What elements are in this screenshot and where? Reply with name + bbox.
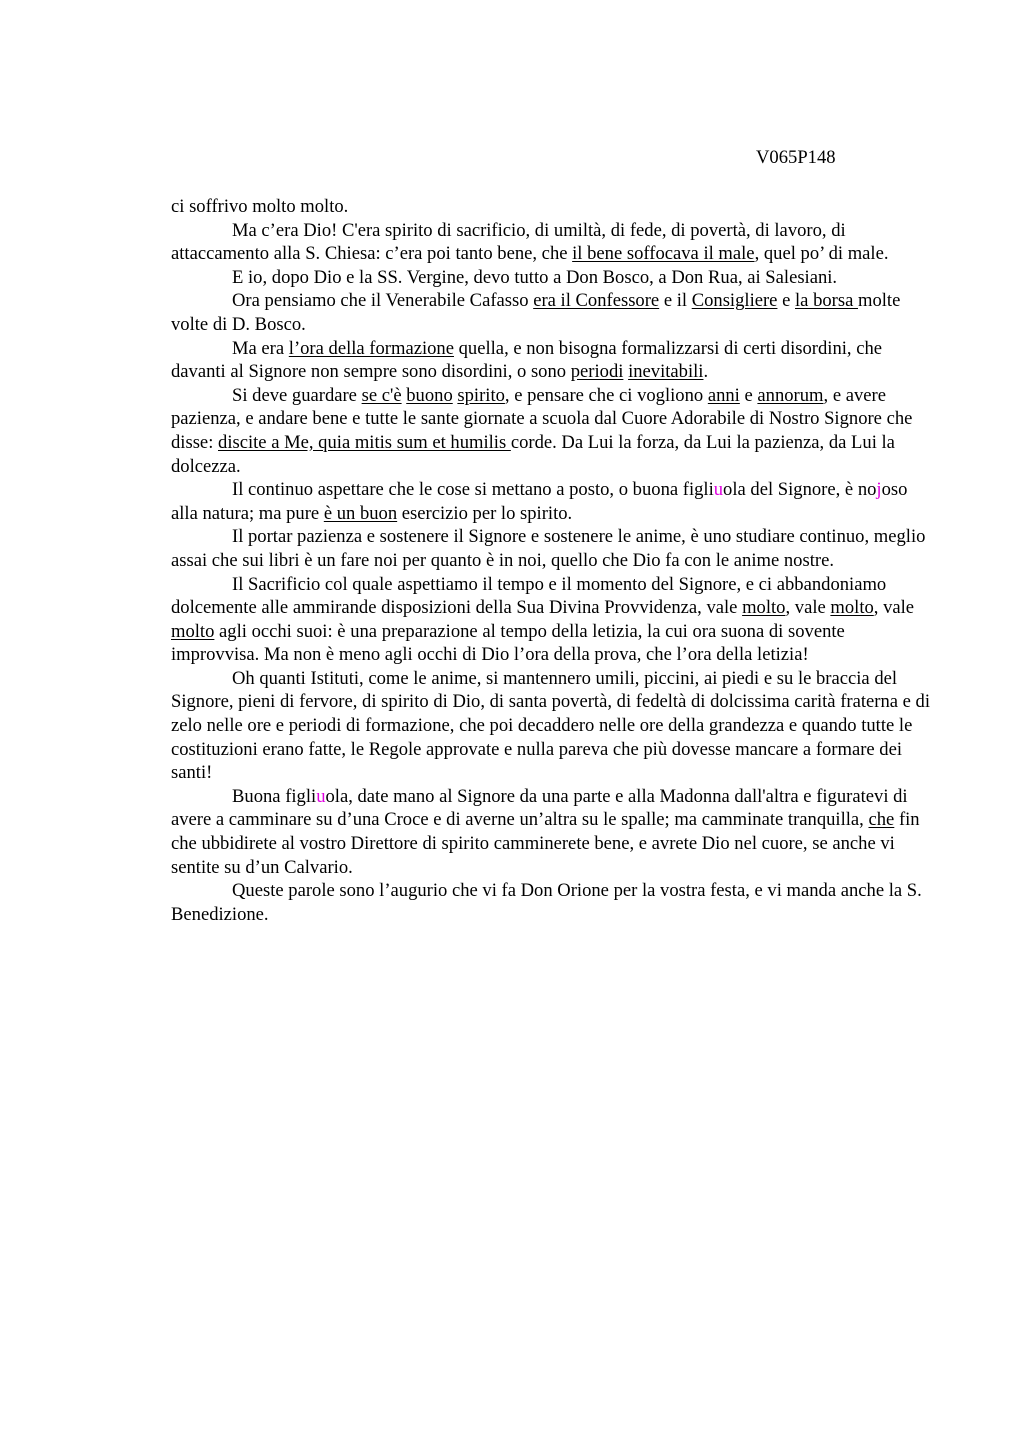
text-run: molte volte di D. Bosco. — [171, 290, 901, 335]
text-run: , e avere pazienza, e andare bene e tutte le sante giornate a scuola dal Cuore Adorabile di Nostro Signore che disse: — [171, 384, 913, 453]
text-run: oso alla natura; ma pure — [171, 479, 908, 524]
text-run: fin che ubbidirete al vostro Direttore di spirito camminerete bene, e avrete Dio nel cuore, se anche vi sentite su d’un Calvario. — [171, 809, 920, 878]
underlined-text: molto — [742, 597, 786, 619]
text-run: ola del Signore, è no — [723, 479, 877, 501]
paragraph — [171, 667, 931, 785]
text-run: Ma c’era Dio! C'era spirito di sacrificio, di umiltà, di fede, di povertà, di lavoro, di attaccamento alla S. Chiesa: c’era poi tanto bene, che — [171, 219, 846, 265]
text-run: Ma era — [232, 337, 289, 359]
highlighted-letter: u — [316, 785, 326, 807]
text-run: Ora pensiamo che il Venerabile Cafasso — [232, 290, 534, 312]
text-run: esercizio per lo spirito. — [397, 502, 573, 524]
text-run: . — [703, 361, 709, 383]
underlined-text: buono — [406, 384, 453, 406]
text-run: Il portar pazienza e sostenere il Signore e sostenere le anime, è uno studiare continuo, meglio assai che sui libri è un fare noi per quanto è in noi, quello che Dio fa con le anime nostre. — [171, 526, 926, 571]
text-run: e — [777, 290, 795, 312]
text-run: , quel po’ di male. — [754, 243, 889, 265]
underlined-text: che — [868, 809, 895, 831]
paragraph — [171, 525, 931, 572]
text-run: e il — [659, 290, 692, 312]
underlined-text: spirito — [457, 384, 505, 406]
text-run: agli occhi suoi: è una preparazione al tempo della letizia, la cui ora suona di sovente improvvisa. Ma non è meno agli occhi di Dio l’ora della prova, che l’ora della letizia! — [171, 620, 845, 666]
letter-body — [171, 195, 931, 926]
paragraph — [171, 289, 931, 336]
paragraph — [171, 195, 931, 219]
paragraph — [171, 337, 931, 384]
text-run: ci soffrivo molto molto. — [171, 196, 349, 217]
paragraph — [171, 266, 931, 290]
paragraph — [171, 879, 931, 926]
text-run: Buona figli — [232, 785, 317, 807]
text-run: E io, dopo Dio e la SS. Vergine, devo tutto a Don Bosco, a Don Rua, ai Salesiani. — [232, 266, 838, 288]
underlined-text: inevitabili — [628, 361, 704, 383]
text-run: Si deve guardare — [232, 384, 362, 406]
paragraph — [171, 785, 931, 879]
underlined-text: Consigliere — [691, 290, 778, 312]
underlined-text: discite a Me, quia mitis sum et humilis — [218, 431, 511, 453]
text-run: Queste parole sono l’augurio che vi fa Don Orione per la vostra festa, e vi manda anche la S. Benedizione. — [171, 880, 922, 925]
text-run: , vale — [785, 597, 831, 619]
text-run: corde. Da Lui la forza, da Lui la pazienza, da Lui la dolcezza. — [171, 431, 895, 477]
paragraph — [171, 384, 931, 478]
text-run: , e pensare che ci vogliono — [504, 384, 708, 406]
text-run: Oh quanti Istituti, come le anime, si mantennero umili, piccini, ai piedi e su le braccia del Signore, pieni di fervore, di spirito di Dio, di santa povertà, di fedeltà di dolcissima carità fraterna e di zelo nelle ore e periodi di formazione, che poi decaddero nelle ore della grandezza e quando tutte le costituzioni erano fatte, le Regole approvate e nulla pareva che più dovesse mancare a formare dei santi! — [171, 667, 931, 784]
highlighted-letter: j — [876, 479, 882, 501]
text-run: quella, e non bisogna formalizzarsi di certi disordini, che davanti al Signore non sempre sono disordini, o sono — [171, 337, 883, 383]
underlined-text: il bene soffocava il male — [572, 243, 755, 265]
text-run: Il continuo aspettare che le cose si mettano a posto, o buona figli — [232, 479, 714, 501]
underlined-text: la borsa — [795, 290, 858, 312]
underlined-text: l’ora della formazione — [288, 337, 454, 359]
underlined-text: molto — [830, 597, 874, 619]
text-run: ola, date mano al Signore da una parte e alla Madonna dall'altra e figuratevi di avere a camminare su d’una Croce e di averne un’altra su le spalle; ma camminate tranquilla, — [171, 785, 908, 831]
underlined-text: anni — [707, 384, 740, 406]
underlined-text: è un buon — [323, 502, 398, 524]
text-run: Il Sacrificio col quale aspettiamo il tempo e il momento del Signore, e ci abbandoniamo dolcemente alle ammirande disposizioni della Sua Divina Provvidenza, vale — [171, 573, 887, 619]
underlined-text: era il Confessore — [533, 290, 660, 312]
paragraph — [171, 478, 931, 525]
underlined-text: annorum — [757, 384, 824, 406]
highlighted-letter: u — [713, 479, 724, 501]
underlined-text: molto — [171, 620, 215, 642]
text-run: e — [739, 384, 758, 406]
underlined-text: periodi — [570, 361, 624, 383]
paragraph — [171, 573, 931, 667]
underlined-text: se c'è — [361, 384, 402, 406]
page-code: V065P148 — [756, 147, 836, 168]
text-run: , vale — [873, 597, 915, 619]
paragraph — [171, 219, 931, 266]
